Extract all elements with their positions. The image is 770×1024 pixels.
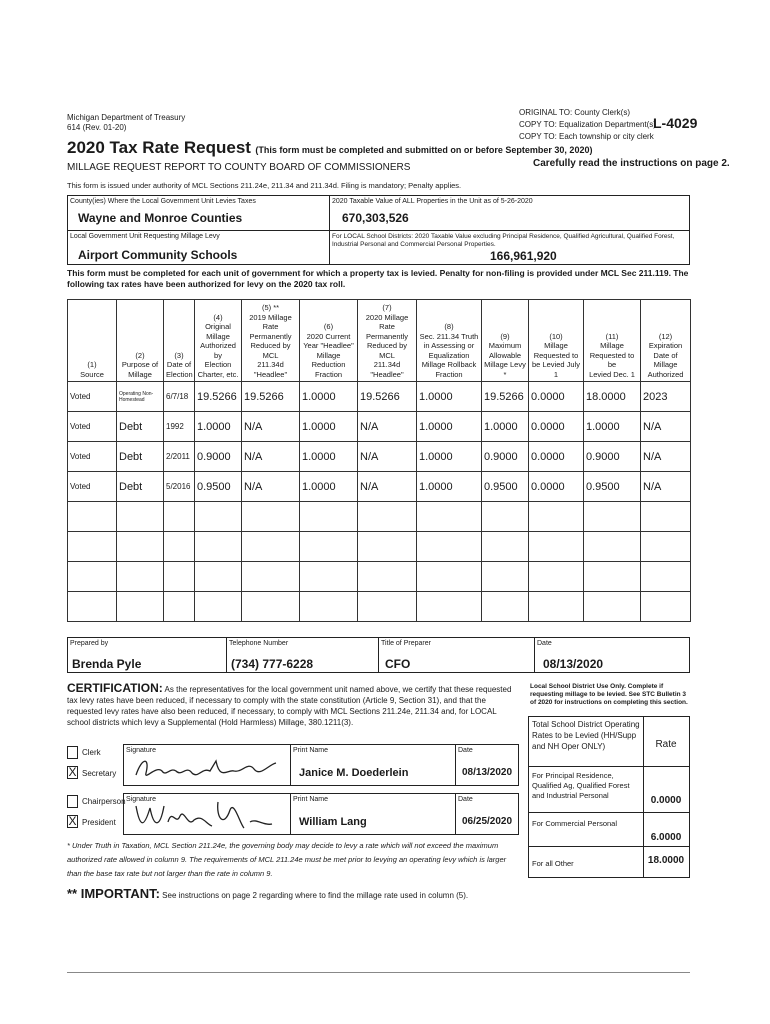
signature-label-1: Signature bbox=[126, 747, 156, 754]
table-cell: 18.0000 bbox=[584, 382, 641, 412]
prepared-date-box bbox=[534, 637, 690, 673]
unit-box bbox=[67, 230, 330, 265]
table-cell: 1.0000 bbox=[482, 412, 529, 442]
print-name-box-2 bbox=[290, 793, 456, 835]
blank-row bbox=[68, 562, 691, 592]
taxable-value-box bbox=[329, 195, 690, 231]
column-header: (11) Millage Requested to be Levied Dec. 1 bbox=[584, 300, 641, 382]
column-header: (5) ** 2019 Millage Rate Permanently Reduced by MCL 211.34d "Headlee" bbox=[242, 300, 300, 382]
blank-cell[interactable] bbox=[164, 592, 195, 622]
blank-cell[interactable] bbox=[164, 562, 195, 592]
table-cell: 1.0000 bbox=[300, 472, 358, 502]
school-row-rate-2: 6.0000 bbox=[643, 813, 689, 847]
signature-2 bbox=[132, 798, 282, 834]
table-row bbox=[68, 412, 691, 442]
clerk-checkbox[interactable] bbox=[67, 746, 78, 759]
date-box-2 bbox=[455, 793, 519, 835]
table-cell: 0.9500 bbox=[584, 472, 641, 502]
blank-cell[interactable] bbox=[482, 562, 529, 592]
blank-cell[interactable] bbox=[195, 562, 242, 592]
blank-cell[interactable] bbox=[195, 532, 242, 562]
signature-label-2: Signature bbox=[126, 796, 156, 803]
blank-cell[interactable] bbox=[68, 562, 117, 592]
table-cell: N/A bbox=[358, 472, 417, 502]
signature-1 bbox=[132, 751, 282, 785]
bottom-divider bbox=[67, 972, 690, 973]
president-check-mark: X bbox=[68, 814, 77, 828]
clerk-label: Clerk bbox=[82, 748, 101, 757]
form-title-line bbox=[67, 138, 592, 158]
table-cell: 1992 bbox=[164, 412, 195, 442]
form-number: L-4029 bbox=[653, 115, 698, 131]
prepared-label: Prepared by bbox=[70, 640, 109, 647]
table-cell: 1.0000 bbox=[584, 412, 641, 442]
important-line bbox=[67, 886, 468, 901]
table-cell: Voted bbox=[68, 472, 117, 502]
blank-cell[interactable] bbox=[117, 502, 164, 532]
taxable-value: 670,303,526 bbox=[342, 211, 409, 225]
blank-cell[interactable] bbox=[417, 592, 482, 622]
table-cell: N/A bbox=[242, 412, 300, 442]
secretary-checkbox[interactable] bbox=[67, 766, 78, 779]
table-cell: Operating Non-Homestead bbox=[117, 382, 164, 412]
table-cell: 1.0000 bbox=[300, 442, 358, 472]
table-cell: N/A bbox=[641, 412, 691, 442]
notice-text: This form must be completed for each unit of government for which a property tax is levied. Penalty for non-filing is provided under MCL Sec 211.119. The following tax rates have been authorized for levy on the 2020 tax roll. bbox=[67, 268, 689, 289]
blank-cell[interactable] bbox=[117, 592, 164, 622]
print-name-label-2: Print Name bbox=[293, 796, 329, 803]
signature-box-1 bbox=[123, 744, 291, 786]
blank-cell[interactable] bbox=[417, 502, 482, 532]
blank-cell[interactable] bbox=[417, 562, 482, 592]
print-name-2: William Lang bbox=[299, 816, 367, 828]
form-subtitle: MILLAGE REQUEST REPORT TO COUNTY BOARD OF COMMISSIONERS bbox=[67, 162, 411, 173]
date-1: 08/13/2020 bbox=[462, 767, 513, 778]
secretary-check-mark: X bbox=[68, 765, 77, 779]
table-cell: N/A bbox=[242, 472, 300, 502]
blank-cell[interactable] bbox=[584, 532, 641, 562]
blank-cell[interactable] bbox=[195, 592, 242, 622]
blank-cell[interactable] bbox=[242, 502, 300, 532]
school-row-rate-3: 18.0000 bbox=[647, 855, 685, 866]
print-name-1: Janice M. Doederlein bbox=[299, 767, 409, 779]
blank-cell[interactable] bbox=[68, 532, 117, 562]
school-head-label: Total School District Operating Rates to be Levied (HH/Supp and NH Oper ONLY) bbox=[529, 717, 644, 767]
prepared-by-box bbox=[67, 637, 227, 673]
certification-heading: CERTIFICATION: bbox=[67, 681, 163, 695]
table-cell: Voted bbox=[68, 382, 117, 412]
blank-cell[interactable] bbox=[358, 592, 417, 622]
column-header: (9) Maximum Allowable Millage Levy * bbox=[482, 300, 529, 382]
phone-label: Telephone Number bbox=[229, 640, 289, 647]
footnote-text: * Under Truth in Taxation, MCL Section 211.24e, the governing body may decide to levy a rate which will not exceed the maximum authorized rate allowed in column 9. The requirements of MCL 211.24e must be met prior to levying an operating levy which is larger than the base tax rate but not larger than the rate in column 9. bbox=[67, 841, 507, 878]
authority-text: This form is issued under authority of MCL Sections 211.24e, 211.34 and 211.34d. Filing is mandatory; Penalty applies. bbox=[67, 181, 462, 190]
important-text: See instructions on page 2 regarding where to find the millage rate used in column (5). bbox=[162, 891, 469, 900]
table-cell: Debt bbox=[117, 472, 164, 502]
table-cell: 2/2011 bbox=[164, 442, 195, 472]
table-cell: 0.0000 bbox=[529, 382, 584, 412]
column-header: (3) Date of Election bbox=[164, 300, 195, 382]
column-header: (2) Purpose of Millage bbox=[117, 300, 164, 382]
copy-line-1: ORIGINAL TO: County Clerk(s) bbox=[519, 108, 630, 117]
unit-label: Local Government Unit Requesting Millage Levy bbox=[70, 233, 220, 240]
unit-value: Airport Community Schools bbox=[78, 248, 238, 262]
column-header: (4) Original Millage Authorized by Election Charter, etc. bbox=[195, 300, 242, 382]
school-row-label-3: For all Other bbox=[529, 847, 644, 877]
phone-box bbox=[226, 637, 379, 673]
table-cell: 19.5266 bbox=[482, 382, 529, 412]
prepared-date-value: 08/13/2020 bbox=[543, 657, 604, 671]
blank-cell[interactable] bbox=[68, 592, 117, 622]
secretary-label: Secretary bbox=[82, 769, 117, 778]
blank-cell[interactable] bbox=[641, 502, 691, 532]
column-header: (8) Sec. 211.34 Truth in Assessing or Equalization Millage Rollback Fraction bbox=[417, 300, 482, 382]
blank-cell[interactable] bbox=[164, 532, 195, 562]
blank-cell[interactable] bbox=[358, 532, 417, 562]
county-value: Wayne and Monroe Counties bbox=[78, 211, 243, 225]
county-box bbox=[67, 195, 330, 231]
print-name-box-1 bbox=[290, 744, 456, 786]
agency-name: Michigan Department of Treasury bbox=[67, 113, 186, 122]
prepared-value: Brenda Pyle bbox=[72, 657, 142, 671]
table-cell: 1.0000 bbox=[417, 412, 482, 442]
blank-cell[interactable] bbox=[117, 532, 164, 562]
column-header: (7) 2020 Millage Rate Permanently Reduced by MCL 211.34d "Headlee" bbox=[358, 300, 417, 382]
table-cell: 6/7/18 bbox=[164, 382, 195, 412]
table-cell: Voted bbox=[68, 442, 117, 472]
table-cell: 0.9000 bbox=[584, 442, 641, 472]
blank-cell[interactable] bbox=[242, 532, 300, 562]
blank-cell[interactable] bbox=[300, 502, 358, 532]
table-cell: N/A bbox=[242, 442, 300, 472]
blank-cell[interactable] bbox=[529, 502, 584, 532]
school-rates-box bbox=[528, 716, 690, 878]
certification-text: As the representatives for the local government unit named above, we certify that these requested tax levy rates have been reduced, if necessary to comply with the state constitution (Article 9, Section 31), and that the requested levy rates have also been reduced, if necessary, to comply with MCL Sections 211.24e, 211.34 and, for LOCAL school districts which levy a Supplemental (Hold Harmless) Millage, 380.1211(3). bbox=[67, 685, 512, 727]
county-label: County(ies) Where the Local Government Unit Levies Taxes bbox=[70, 198, 256, 205]
blank-cell[interactable] bbox=[529, 592, 584, 622]
form-title: 2020 Tax Rate Request bbox=[67, 138, 251, 157]
table-cell: 0.0000 bbox=[529, 442, 584, 472]
table-cell: 1.0000 bbox=[300, 382, 358, 412]
table-header-row bbox=[68, 300, 691, 382]
blank-cell[interactable] bbox=[529, 562, 584, 592]
table-row bbox=[68, 442, 691, 472]
blank-row bbox=[68, 532, 691, 562]
table-cell: 1.0000 bbox=[417, 442, 482, 472]
blank-cell[interactable] bbox=[300, 592, 358, 622]
blank-cell[interactable] bbox=[358, 562, 417, 592]
local-taxable-label: For LOCAL School Districts: 2020 Taxable Value excluding Principal Residence, Qualified Agricultural, Qualified Forest, Industrial Personal and Commercial Personal Properties. bbox=[332, 233, 675, 248]
blank-cell[interactable] bbox=[358, 502, 417, 532]
table-row bbox=[68, 382, 691, 412]
blank-cell[interactable] bbox=[117, 562, 164, 592]
blank-cell[interactable] bbox=[482, 502, 529, 532]
table-cell: 0.0000 bbox=[529, 412, 584, 442]
president-label: President bbox=[82, 818, 116, 827]
preparer-title-box bbox=[378, 637, 535, 673]
table-cell: 1.0000 bbox=[417, 472, 482, 502]
president-checkbox[interactable] bbox=[67, 815, 78, 828]
blank-cell[interactable] bbox=[584, 562, 641, 592]
date-label-1: Date bbox=[458, 747, 473, 754]
table-cell: N/A bbox=[358, 412, 417, 442]
table-cell: 0.0000 bbox=[529, 472, 584, 502]
table-cell: 5/2016 bbox=[164, 472, 195, 502]
preparer-title-value: CFO bbox=[385, 657, 411, 671]
school-head-rate: Rate bbox=[643, 717, 689, 767]
table-cell: N/A bbox=[358, 442, 417, 472]
prepared-date-label: Date bbox=[537, 640, 552, 647]
school-row-label-2: For Commercial Personal bbox=[529, 813, 644, 847]
chairperson-label: Chairperson bbox=[82, 797, 126, 806]
copy-line-2: COPY TO: Equalization Department(s) bbox=[519, 120, 656, 129]
taxable-label: 2020 Taxable Value of ALL Properties in the Unit as of 5-26-2020 bbox=[332, 198, 533, 205]
blank-cell[interactable] bbox=[641, 592, 691, 622]
blank-cell[interactable] bbox=[300, 562, 358, 592]
date-label-2: Date bbox=[458, 796, 473, 803]
school-row-rate-1: 0.0000 bbox=[643, 767, 689, 813]
table-cell: 0.9000 bbox=[195, 442, 242, 472]
local-taxable-box bbox=[329, 230, 690, 265]
form-title-note: (This form must be completed and submitted on or before September 30, 2020) bbox=[255, 145, 593, 155]
blank-cell[interactable] bbox=[195, 502, 242, 532]
table-cell: Debt bbox=[117, 442, 164, 472]
copy-line-3: COPY TO: Each township or city clerk bbox=[519, 132, 654, 141]
table-cell: N/A bbox=[641, 442, 691, 472]
table-cell: 2023 bbox=[641, 382, 691, 412]
table-row bbox=[68, 472, 691, 502]
blank-row bbox=[68, 592, 691, 622]
table-cell: 1.0000 bbox=[300, 412, 358, 442]
date-box-1 bbox=[455, 744, 519, 786]
column-header: (1) Source bbox=[68, 300, 117, 382]
table-cell: 19.5266 bbox=[358, 382, 417, 412]
blank-cell[interactable] bbox=[641, 532, 691, 562]
signature-box-2 bbox=[123, 793, 291, 835]
blank-cell[interactable] bbox=[584, 592, 641, 622]
millage-table bbox=[67, 299, 691, 622]
certification-block bbox=[67, 683, 519, 728]
column-header: (12) Expiration Date of Millage Authorized bbox=[641, 300, 691, 382]
column-header: (10) Millage Requested to be Levied July 1 bbox=[529, 300, 584, 382]
blank-cell[interactable] bbox=[68, 502, 117, 532]
blank-cell[interactable] bbox=[482, 532, 529, 562]
blank-cell[interactable] bbox=[164, 502, 195, 532]
print-name-label-1: Print Name bbox=[293, 747, 329, 754]
table-cell: Voted bbox=[68, 412, 117, 442]
blank-cell[interactable] bbox=[641, 562, 691, 592]
table-cell: 19.5266 bbox=[195, 382, 242, 412]
blank-cell[interactable] bbox=[417, 532, 482, 562]
table-cell: 0.9500 bbox=[482, 472, 529, 502]
school-box-note: Local School District Use Only. Complete if requesting millage to be levied. See STC Bulletin 3 of 2020 for instructions on completing this section. bbox=[530, 683, 688, 706]
form-revision: 614 (Rev. 01-20) bbox=[67, 123, 127, 132]
preparer-title-label: Title of Preparer bbox=[381, 640, 431, 647]
table-cell: N/A bbox=[641, 472, 691, 502]
instructions-note: Carefully read the instructions on page 2. bbox=[533, 158, 730, 169]
table-cell: 0.9000 bbox=[482, 442, 529, 472]
table-cell: 19.5266 bbox=[242, 382, 300, 412]
blank-cell[interactable] bbox=[242, 562, 300, 592]
blank-cell[interactable] bbox=[584, 502, 641, 532]
phone-value: (734) 777-6228 bbox=[231, 657, 314, 671]
table-cell: 1.0000 bbox=[417, 382, 482, 412]
important-heading: ** IMPORTANT: bbox=[67, 886, 160, 901]
blank-cell[interactable] bbox=[242, 592, 300, 622]
table-cell: Debt bbox=[117, 412, 164, 442]
blank-cell[interactable] bbox=[529, 532, 584, 562]
table-cell: 0.9500 bbox=[195, 472, 242, 502]
table-cell: 1.0000 bbox=[195, 412, 242, 442]
column-header: (6) 2020 Current Year "Headlee" Millage Reduction Fraction bbox=[300, 300, 358, 382]
blank-cell[interactable] bbox=[482, 592, 529, 622]
date-2: 06/25/2020 bbox=[462, 816, 513, 827]
chairperson-checkbox[interactable] bbox=[67, 795, 78, 808]
local-taxable-value: 166,961,920 bbox=[490, 249, 557, 263]
blank-row bbox=[68, 502, 691, 532]
school-row-label-1: For Principal Residence, Qualified Ag, Qualified Forest and Industrial Personal bbox=[529, 767, 644, 813]
blank-cell[interactable] bbox=[300, 532, 358, 562]
